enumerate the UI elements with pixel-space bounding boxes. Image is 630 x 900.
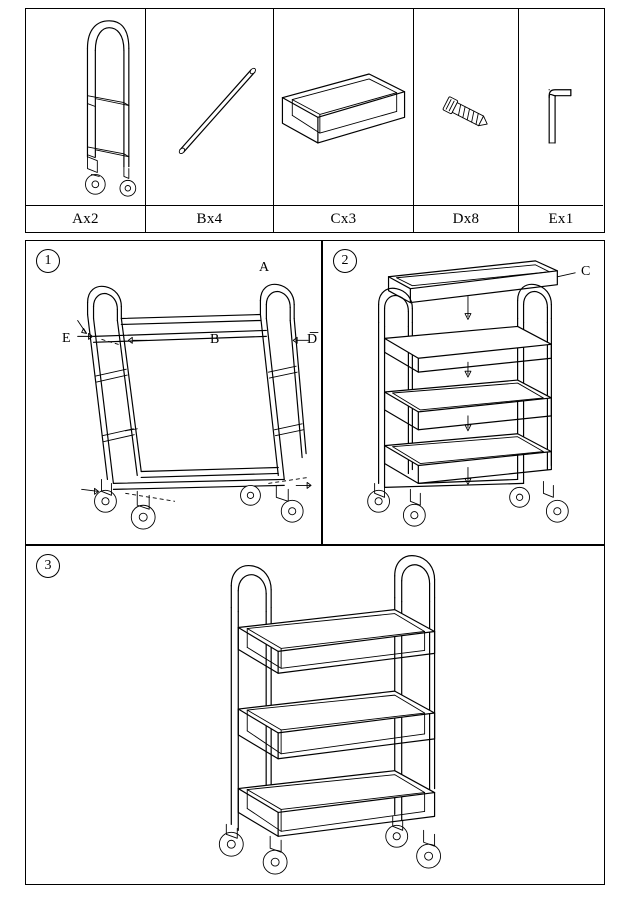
part-icon-shelf-basket-tray xyxy=(274,9,413,205)
step-3-number: 3 xyxy=(36,554,60,578)
part-label-a: Ax2 xyxy=(26,205,145,232)
step-1-illustration xyxy=(26,241,321,544)
part-icon-cart-side-frame-with-handle xyxy=(26,9,145,205)
part-cell-a xyxy=(26,9,146,232)
parts-table xyxy=(25,8,605,233)
part-label-d: Dx8 xyxy=(414,205,518,232)
part-icon-screw xyxy=(414,9,518,205)
part-cell-e xyxy=(519,9,603,232)
part-label-c: Cx3 xyxy=(274,205,413,232)
step-2-illustration xyxy=(323,241,604,544)
part-icon-allen-key xyxy=(519,9,603,205)
step-1-number: 1 xyxy=(36,249,60,273)
part-cell-d xyxy=(414,9,519,232)
step-2-callout-c: C xyxy=(581,264,591,279)
step-1-callout-a: A xyxy=(259,260,270,275)
step-1-panel xyxy=(25,240,322,545)
part-label-e: Ex1 xyxy=(519,205,603,232)
step-2-number: 2 xyxy=(333,249,357,273)
step-1-callout-e: E xyxy=(62,331,71,346)
part-label-b: Bx4 xyxy=(146,205,273,232)
step-3-panel xyxy=(25,545,605,885)
part-cell-b xyxy=(146,9,274,232)
part-icon-support-rod xyxy=(146,9,273,205)
step-1-callout-b: B xyxy=(210,332,220,347)
step-1-callout-d: D xyxy=(307,332,318,347)
step-2-panel xyxy=(322,240,605,545)
part-cell-c xyxy=(274,9,414,232)
step-3-illustration xyxy=(26,546,604,884)
